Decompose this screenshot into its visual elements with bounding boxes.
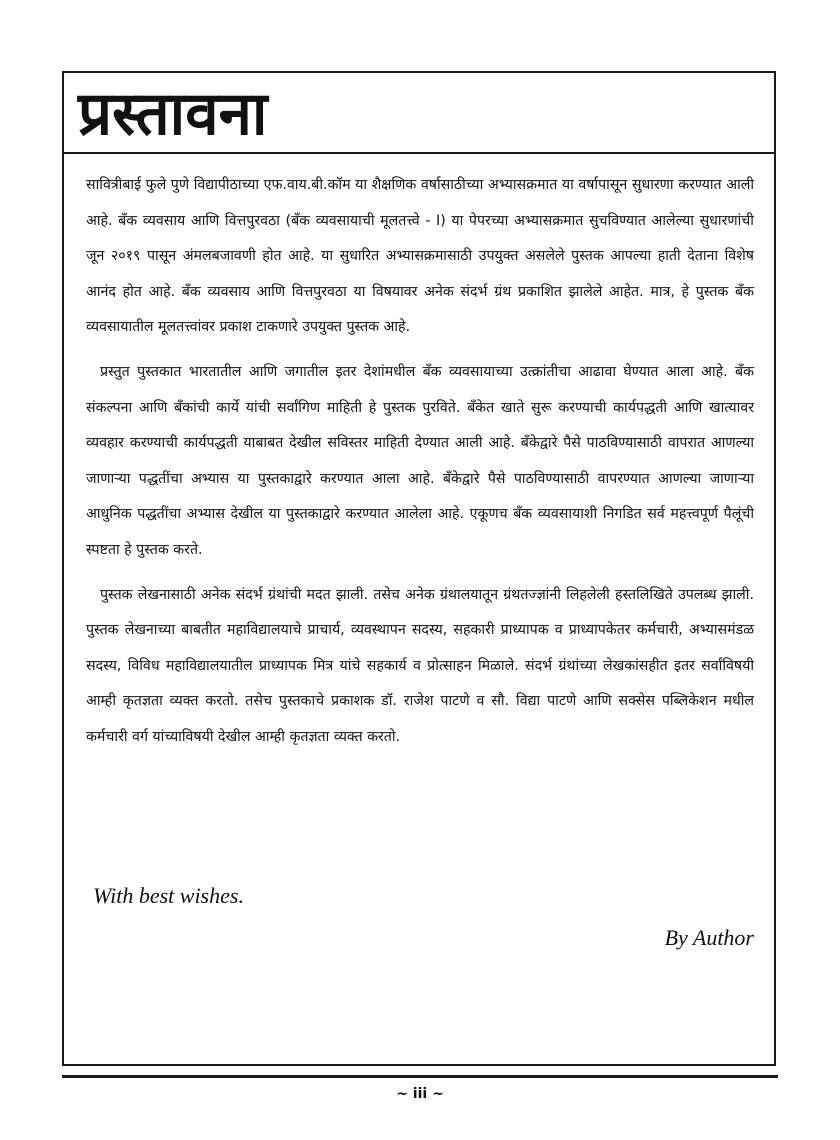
paragraph-2: प्रस्तुत पुस्तकात भारतातील आणि जगातील इतर देशांमधील बँक व्यवसायाच्या उत्क्रांतीचा आढावा घेण्यात आला आहे. बँक संकल्पना आणि बँकांची कार्ये यांची सर्वांगिण माहिती हे पुस्तक पुरविते. बँकेत खाते सुरू करण्याची कार्यपद्धती आणि खात्यावर व्यवहार करण्याची कार्यपद्धती याबाबत देखील सविस्तर माहिती देण्यात आली आहे. बँकेद्वारे पैसे पाठविण्यासाठी वापरात आणल्या जाणाऱ्या पद्धतींचा अभ्यास या पुस्तकाद्वारे करण्यात आला आहे. बँकेद्वारे पैसे पाठविण्यासाठी वापरण्यात आणल्या जाणाऱ्या आधुनिक पद्धतींचा अभ्यास देखील या पुस्तकाद्वारे करण्यात आलेला आहे. एकूणच बँक व्यवसायाशी निगडित सर्व महत्त्वपूर्ण पैलूंची स्पष्टता हे पुस्तक करते.	[86, 363, 754, 558]
paragraph-1: सावित्रीबाई फुले पुणे विद्यापीठाच्या एफ.वाय.बी.कॉम या शैक्षणिक वर्षासाठीच्या अभ्यासक्रमात या वर्षापासून सुधारणा करण्यात आली आहे. बँक व्यवसाय आणि वित्तपुरवठा (बँक व्यवसायाची मूलतत्त्वे - I) या पेपरच्या अभ्यासक्रमात सुचविण्यात आलेल्या सुधारणांची जून २०१९ पासून अंमलबजावणी होत आहे. या सुधारित अभ्यासक्रमासाठी उपयुक्त असलेले पुस्तक आपल्या हाती देताना विशेष आनंद होत आहे. बँक व्यवसाय आणि वित्तपुरवठा या विषयावर अनेक संदर्भ ग्रंथ प्रकाशित झालेले आहेत. मात्र, हे पुस्तक बँक व्यवसायातील मूलतत्त्वांवर प्रकाश टाकणारे उपयुक्त पुस्तक आहे.	[86, 177, 754, 336]
page-number: ~ iii ~	[396, 1086, 444, 1102]
page-title: प्रस्तावना	[78, 79, 268, 149]
title-divider	[64, 152, 774, 154]
author-signature: By Author	[664, 925, 754, 950]
closing-wishes: With best wishes.	[93, 883, 244, 908]
paragraph-3: पुस्तक लेखनासाठी अनेक संदर्भ ग्रंथांची मदत झाली. तसेच अनेक ग्रंथालयातून ग्रंथतज्ज्ञांनी लिहलेली हस्तलिखिते उपलब्ध झाली. पुस्तक लेखनाच्या बाबतीत महाविद्यालयाचे प्राचार्य, व्यवस्थापन सदस्य, सहकारी प्राध्यापक व प्राध्यापकेतर कर्मचारी, अभ्यासमंडळ सदस्य, विविध महाविद्यालयातील प्राध्यापक मित्र यांचे सहकार्य व प्रोत्साहन मिळाले. संदर्भ ग्रंथांच्या लेखकांसहीत इतर सर्वांविषयी आम्ही कृतज्ञता व्यक्त करतो. तसेच पुस्तकाचे प्रकाशक डॉ. राजेश पाटणे व सौ. विद्या पाटणे आणि सक्सेस पब्लिकेशन मधील कर्मचारी वर्ग यांच्याविषयी देखील आम्ही कृतज्ञता व्यक्त करतो.	[86, 586, 754, 745]
preface-body	[86, 168, 754, 765]
page-frame	[62, 71, 776, 1066]
footer-divider	[62, 1075, 778, 1078]
